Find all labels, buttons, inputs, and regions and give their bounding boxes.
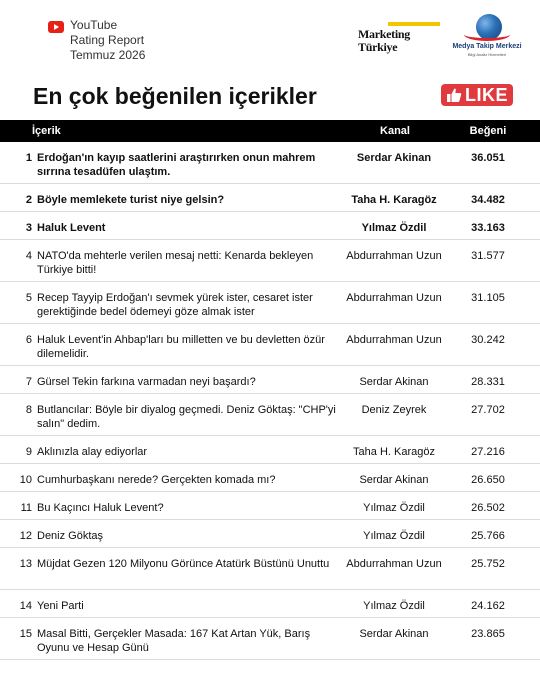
table-row — [0, 548, 540, 590]
column-header-channel: Kanal — [380, 125, 410, 137]
table-row — [0, 212, 540, 240]
row-rank: 14 — [19, 600, 32, 612]
row-title: Böyle memlekete turist niye gelsin? — [37, 194, 225, 206]
row-title: Butlancılar: Böyle bir diyalog geçmedi. Deniz Göktaş: "CHP'yi salın" dedim. — [37, 404, 336, 430]
row-rank: 1 — [25, 152, 32, 164]
row-channel: Serdar Akinan — [359, 376, 429, 388]
ranking-table — [0, 142, 540, 660]
row-channel: Yılmaz Özdil — [363, 502, 425, 514]
row-likes: 23.865 — [471, 628, 505, 640]
row-title: Müjdat Gezen 120 Milyonu Görünce Atatürk Büstünü Unuttu — [37, 558, 330, 570]
row-rank: 5 — [25, 292, 32, 304]
report-info — [70, 18, 145, 63]
row-rank: 13 — [19, 558, 32, 570]
row-likes: 27.216 — [471, 446, 505, 458]
row-title: Aklınızla alay ediyorlar — [37, 446, 148, 458]
row-likes: 25.752 — [471, 558, 505, 570]
youtube-play-icon — [48, 21, 64, 33]
table-row — [0, 366, 540, 394]
row-channel: Serdar Akinan — [359, 474, 429, 486]
row-likes: 36.051 — [471, 152, 505, 164]
marketing-turkiye-logo: Marketing Türkiye — [358, 20, 444, 56]
row-title: NATO'da mehterle verilen mesaj netti: Kenarda bekleyen Türkiye bitti! — [37, 250, 314, 276]
row-likes: 30.242 — [471, 334, 505, 346]
row-title: Masal Bitti, Gerçekler Masada: 167 Kat Artan Yük, Barış Oyunu ve Hesap Günü — [37, 628, 311, 654]
platform-name: YouTube — [70, 18, 118, 32]
row-likes: 34.482 — [471, 194, 505, 206]
row-channel: Taha H. Karagöz — [353, 446, 435, 458]
like-badge — [441, 84, 513, 106]
page-title: En çok beğenilen içerikler — [33, 83, 317, 109]
row-rank: 4 — [25, 250, 32, 262]
report-period: Temmuz 2026 — [70, 48, 146, 62]
row-title: Erdoğan'ın kayıp saatlerini araştırırken onun mahrem sırrına tesadüfen ulaştım. — [37, 152, 316, 178]
row-channel: Abdurrahman Uzun — [346, 334, 442, 346]
row-channel: Yılmaz Özdil — [363, 600, 425, 612]
row-title: Haluk Levent — [37, 222, 106, 234]
row-title: Cumhurbaşkanı nerede? Gerçekten komada mı? — [37, 474, 276, 486]
row-channel: Yılmaz Özdil — [361, 222, 427, 234]
row-likes: 33.163 — [471, 222, 505, 234]
table-row — [0, 436, 540, 464]
report-name: Rating Report — [70, 33, 145, 47]
column-header-likes: Beğeni — [469, 125, 507, 137]
row-rank: 2 — [25, 194, 32, 206]
table-row — [0, 240, 540, 282]
row-likes: 26.502 — [471, 502, 505, 514]
row-rank: 9 — [25, 446, 32, 458]
table-row — [0, 142, 540, 184]
row-channel: Yılmaz Özdil — [363, 530, 425, 542]
row-title: Recep Tayyip Erdoğan'ı sevmek yürek ister, cesaret ister gerektiğinde bedel ödemeyi göze almak ister — [37, 292, 313, 318]
row-channel: Serdar Akinan — [356, 152, 432, 164]
row-channel: Serdar Akinan — [359, 628, 429, 640]
report-header — [0, 0, 540, 80]
row-rank: 11 — [20, 502, 32, 514]
row-channel: Abdurrahman Uzun — [346, 292, 442, 304]
row-title: Yeni Parti — [37, 600, 84, 612]
row-likes: 31.105 — [471, 292, 505, 304]
row-rank: 3 — [25, 222, 32, 234]
thumbs-up-icon — [446, 87, 462, 103]
medya-takip-merkezi-logo: Medya Takip Merkezi Bilgi Analiz Hizmetleri — [452, 14, 522, 62]
row-title: Deniz Göktaş — [37, 530, 104, 542]
table-row — [0, 394, 540, 436]
row-channel: Abdurrahman Uzun — [346, 558, 442, 570]
row-likes: 25.766 — [471, 530, 505, 542]
table-row — [0, 184, 540, 212]
table-row — [0, 520, 540, 548]
row-title: Bu Kaçıncı Haluk Levent? — [37, 502, 164, 514]
table-row — [0, 492, 540, 520]
table-row — [0, 282, 540, 324]
table-row — [0, 618, 540, 660]
table-row — [0, 590, 540, 618]
row-rank: 10 — [19, 474, 32, 486]
row-likes: 24.162 — [471, 600, 505, 612]
like-label: LIKE — [465, 85, 509, 105]
row-title: Gürsel Tekin farkına varmadan neyi başardı? — [37, 376, 256, 388]
table-row — [0, 464, 540, 492]
row-rank: 7 — [25, 376, 32, 388]
table-header — [0, 120, 540, 142]
row-likes: 27.702 — [471, 404, 505, 416]
row-rank: 15 — [19, 628, 32, 640]
row-channel: Taha H. Karagöz — [351, 194, 437, 206]
row-channel: Abdurrahman Uzun — [346, 250, 442, 262]
row-rank: 6 — [25, 334, 32, 346]
column-header-content: İçerik — [32, 125, 61, 137]
row-title: Haluk Levent'in Ahbap'ları bu milletten ve bu devletten özür dilemelidir. — [37, 334, 325, 360]
row-likes: 31.577 — [471, 250, 505, 262]
row-likes: 28.331 — [471, 376, 505, 388]
row-channel: Deniz Zeyrek — [361, 404, 427, 416]
row-likes: 26.650 — [471, 474, 505, 486]
table-row — [0, 324, 540, 366]
row-rank: 8 — [25, 404, 32, 416]
row-rank: 12 — [19, 530, 32, 542]
